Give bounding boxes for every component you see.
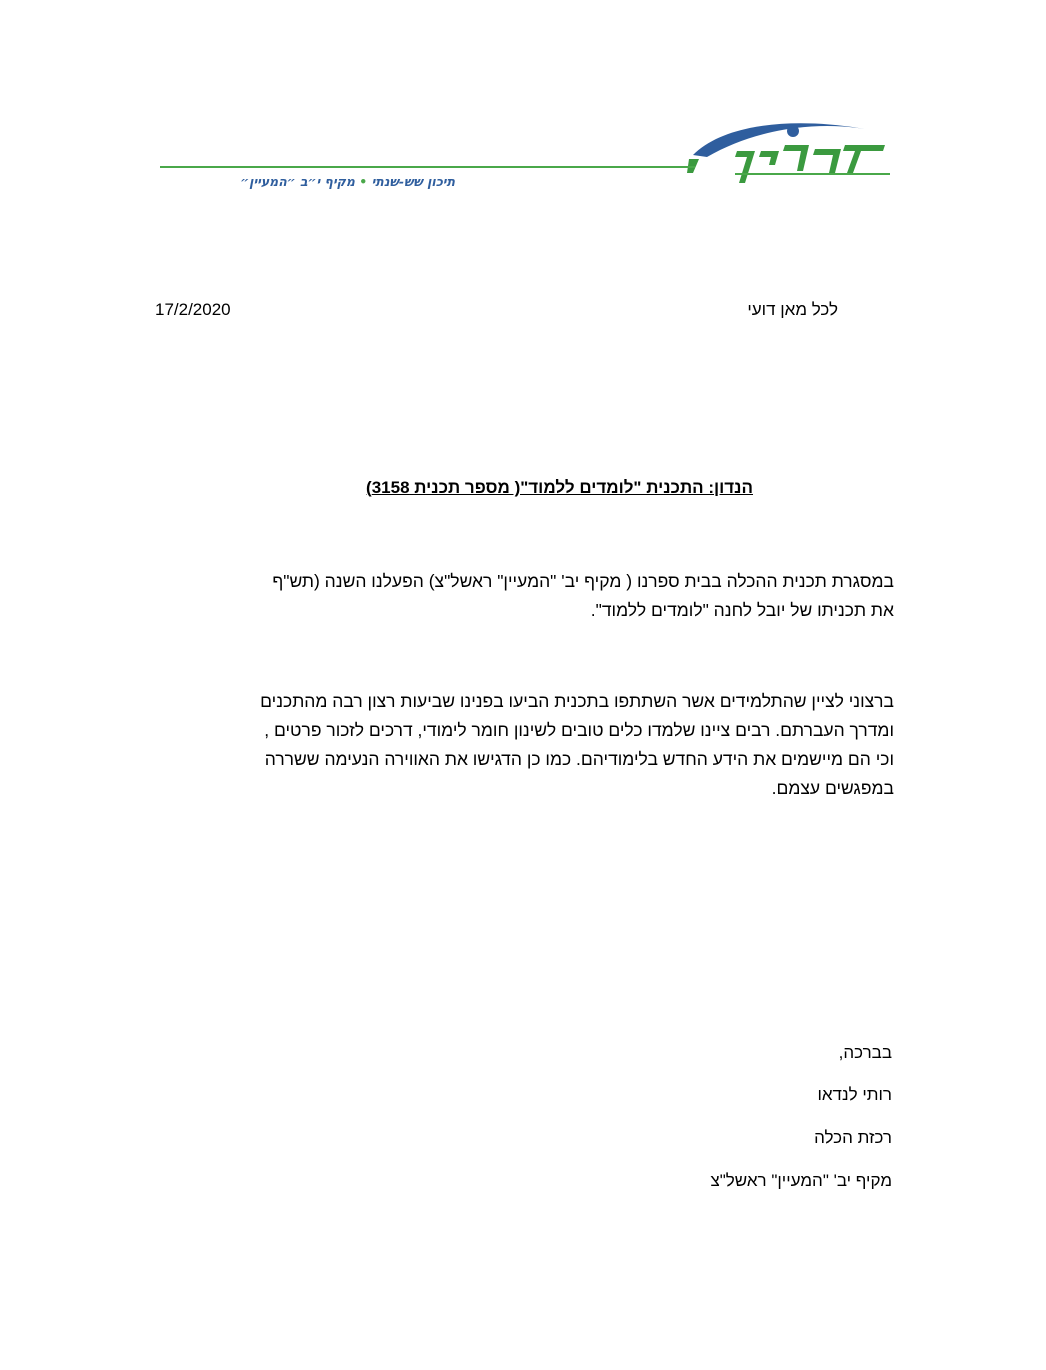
recipient-line: לכל מאן דועי <box>747 300 838 319</box>
paragraph-line: את תכניתו של יובל לחנה "לומדים ללמוד". <box>590 600 894 620</box>
signoff-greeting: בברכה, <box>838 1043 892 1062</box>
signoff-name: רותי לנדאו <box>817 1085 892 1104</box>
signoff-school: מקיף יב' "המעיין" ראשל"צ <box>710 1171 892 1190</box>
paragraph-line: ומדרך העברתם. רבים ציינו שלמדו כלים טובים לשינון חומר לימודי, דרכים לזכור פרטים , <box>264 720 894 740</box>
body-paragraph-1 <box>272 567 894 625</box>
header-rule-right <box>735 173 890 175</box>
signoff-role: רכזת הכלה <box>814 1128 892 1147</box>
paragraph-line: ברצוני לציין שהתלמידים אשר השתתפו בתכנית הביעו בפנינו שביעות רצון רבה מהתכנים <box>260 691 894 711</box>
letterhead <box>155 115 895 195</box>
header-rule <box>160 166 695 168</box>
paragraph-line: במסגרת תכנית ההכלה בבית ספרנו ( מקיף יב' "המעיין" ראשל"צ) הפעלנו השנה (תש"ף <box>272 571 894 591</box>
paragraph-line: במפגשים עצמם. <box>771 778 894 798</box>
tagline-separator: • <box>359 174 368 189</box>
paragraph-line: וכי הם מיישמים את הידע החדש בלימודיהם. כמו כן הדגישו את האווירה הנעימה ששררה <box>264 749 894 769</box>
tagline-school-name: מקיף י״ב ״המעיין״ <box>240 174 355 189</box>
school-tagline <box>155 174 455 189</box>
body-paragraph-2 <box>260 687 894 803</box>
tagline-school-type: תיכון שש-שנתי <box>371 174 455 189</box>
letter-date: 17/2/2020 <box>155 300 231 319</box>
letter-subject: הנדון: התכנית "לומדים ללמוד"( מספר תכנית 3158) <box>366 478 753 497</box>
